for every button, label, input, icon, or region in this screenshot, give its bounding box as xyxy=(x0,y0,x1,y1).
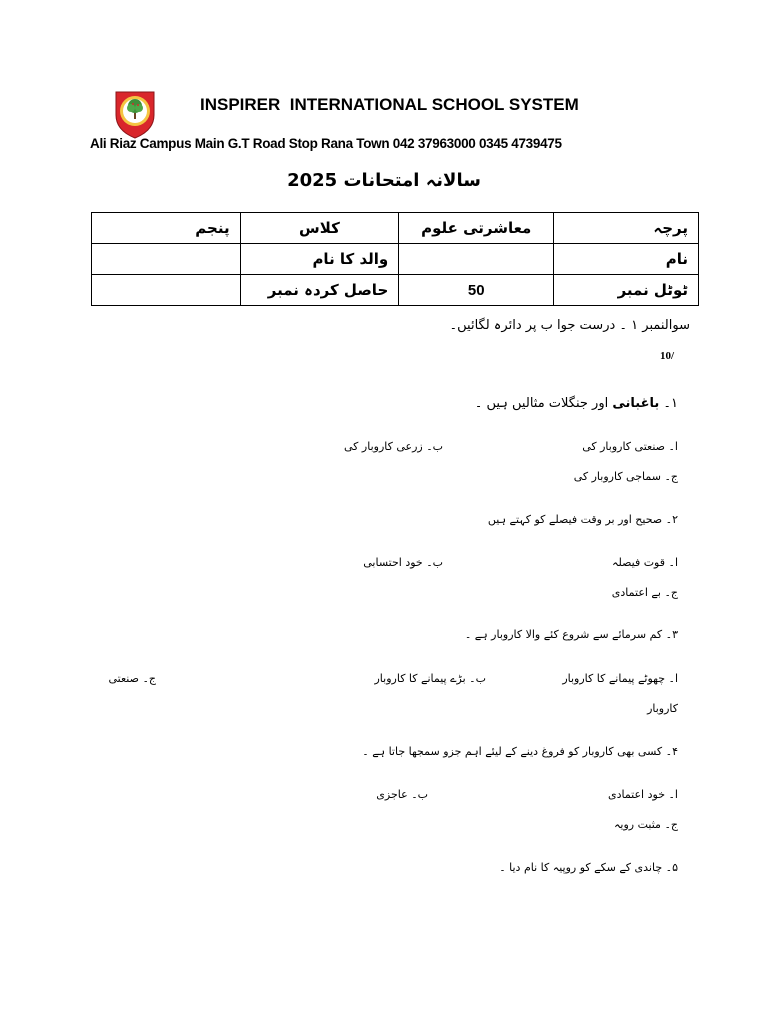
option-b[interactable]: ب۔ خود احتسابی xyxy=(363,556,443,569)
total-marks-value: 50 xyxy=(399,275,554,306)
school-name: INSPIRER INTERNATIONAL SCHOOL SYSTEM xyxy=(200,95,579,114)
obtained-marks-value[interactable] xyxy=(92,275,241,306)
class-label: کلاس xyxy=(240,213,399,244)
option-c[interactable]: ج۔ مثبت رویہ xyxy=(613,818,678,831)
option-a[interactable]: ا۔ خود اعتمادی xyxy=(607,788,678,801)
section-instruction: سوالنمبر ۱ ۔ درست جوا ب پر دائرہ لگائیں۔ xyxy=(449,318,690,333)
table-row xyxy=(92,275,699,306)
table-row xyxy=(92,213,699,244)
exam-title: سالانہ امتحانات 2025 xyxy=(287,170,481,191)
option-b[interactable]: ب۔ زرعی کاروبار کی xyxy=(344,440,443,453)
paper-value: معاشرتی علوم xyxy=(399,213,554,244)
question-text: اور جنگلات مثالیں ہیں ۔ xyxy=(474,396,613,411)
section-marks: 10/ xyxy=(660,350,675,362)
school-logo xyxy=(112,89,158,139)
option-c[interactable]: ج۔ سماجی کاروبار کی xyxy=(573,470,678,483)
option-a[interactable]: ا۔ قوت فیصلہ xyxy=(612,556,678,569)
question-keyword: باغبانی xyxy=(612,396,660,411)
total-marks-label: ٹوٹل نمبر xyxy=(554,275,699,306)
option-c[interactable]: ج۔ بے اعتمادی xyxy=(611,586,678,599)
question-5: ۵۔ چاندی کے سکے کو روپیہ کا نام دیا ۔ xyxy=(499,861,678,874)
student-info-table xyxy=(91,212,699,306)
campus-address: Ali Riaz Campus Main G.T Road Stop Rana Town 042 37963000 0345 4739475 xyxy=(90,136,562,151)
option-b[interactable]: ب۔ عاجزی xyxy=(376,788,428,801)
option-b[interactable]: ب۔ بڑے پیمانے کا کاروبار xyxy=(374,672,486,685)
option-a[interactable]: ا۔ چھوٹے پیمانے کا کاروبار xyxy=(562,672,678,685)
question-3: ۳۔ کم سرمائے سے شروع کئے والا کاروبار ہے ۔ xyxy=(464,628,678,641)
paper-label: پرچہ xyxy=(554,213,699,244)
table-row xyxy=(92,244,699,275)
father-name-label: والد کا نام xyxy=(240,244,399,275)
option-c-continued: کاروبار xyxy=(647,702,678,715)
option-c[interactable]: ج۔ صنعتی xyxy=(108,672,156,685)
name-label: نام xyxy=(554,244,699,275)
question-2: ۲۔ صحیح اور بر وقت فیصلے کو کہتے ہیں xyxy=(487,513,678,526)
father-name-value[interactable] xyxy=(92,244,241,275)
question-number: ۱۔ xyxy=(663,396,678,411)
question-4: ۴۔ کسی بھی کاروبار کو فروغ دینے کے لیئے اہم جزو سمجھا جاتا ہے ۔ xyxy=(362,745,678,758)
option-a[interactable]: ا۔ صنعتی کاروبار کی xyxy=(582,440,678,453)
class-value: پنجم xyxy=(92,213,241,244)
obtained-marks-label: حاصل کردہ نمبر xyxy=(240,275,399,306)
question-1 xyxy=(475,396,678,411)
name-value[interactable] xyxy=(399,244,554,275)
